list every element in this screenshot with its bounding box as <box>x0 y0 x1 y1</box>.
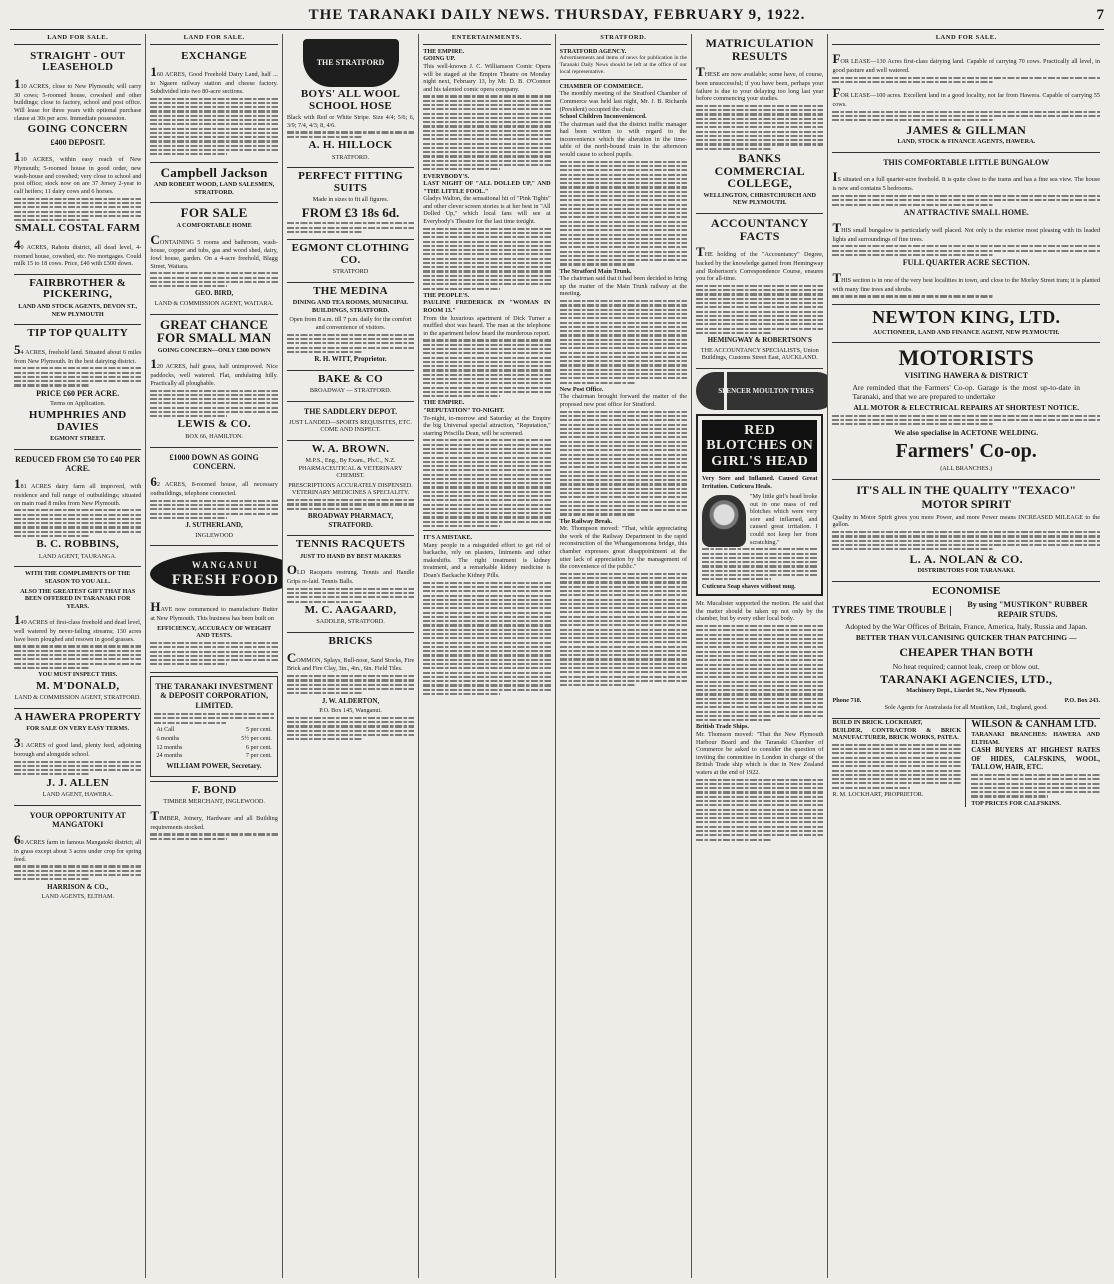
ad-subtitle: DISTRIBUTORS FOR TARANAKI. <box>917 567 1015 575</box>
ad-subtitle: LAND AGENT, HAWERA. <box>42 791 113 799</box>
ad-text: 181 ACRES dairy farm all improved, with residence and full range of outbuildings; situated on main road 8 miles from New Plymouth. <box>14 476 142 507</box>
ad-text: 110 ACRES, within easy reach of New Plymouth; 5-roomed house in good order, new wash-house and cowshed; very close to school and post office; stock now on are 37 Jersey 2-year to calf heifers; 11 dairy cows and 6 horses. <box>14 149 142 195</box>
ad-motorists <box>832 343 1100 479</box>
ad-title: IT'S ALL IN THE QUALITY "TEXACO" MOTOR SPIRIT <box>856 482 1077 512</box>
ad-signature: J. SUTHERLAND, <box>185 521 243 530</box>
bottom-split <box>832 719 1100 807</box>
ad-title: GOING CONCERN <box>27 123 128 136</box>
ad-title: THE MEDINA <box>313 284 388 297</box>
section-subheading: New Post Office. <box>559 385 604 393</box>
ad-title: FAIRBROTHER & PICKERING, <box>29 276 127 301</box>
section-subheading: The Railway Break. <box>559 517 613 525</box>
ad-title: CHEAPER THAN BOTH <box>899 644 1034 659</box>
ad-mangatoki <box>14 806 141 907</box>
ad-footer: Cuticura Soap shaves without mug. <box>702 582 796 590</box>
ad-text: OLD Racquets restrung. Tennis and Handle Grips re-laid. Tennis Balls. <box>286 562 415 586</box>
section-heading: IT'S A MISTAKE. <box>423 534 473 542</box>
ad-subtitle: LAND AGENT, TAURANGA. <box>38 552 117 560</box>
ad-subtitle: P.O. Box 145, Wanganui. <box>319 707 382 715</box>
ad-text: JUST LANDED—SPORTS REQUISITES, ETC. COME AND INSPECT. <box>289 418 412 434</box>
ad-subtitle: AUCTIONEER, LAND AND FINANCE AGENT, NEW PLYMOUTH. <box>873 328 1060 336</box>
ad-text: Made in sizes to fit all figures. <box>312 196 389 204</box>
ad-subtitle: BROADWAY — STRATFORD. <box>309 387 392 395</box>
ad-subtitle: A COMFORTABLE HOME <box>176 221 252 229</box>
column-heading: LAND FOR SALE. <box>832 34 1100 45</box>
ad-signature: BROADWAY PHARMACY, STRATFORD. <box>307 512 394 529</box>
ad-text: TIMBER, Joinery, Hardware and all Building requirements stocked. <box>150 807 278 831</box>
ad-text: Quality in Motor Spirit gives you more Power, and more Power means INCREASED MILEAGE to the gallon. <box>832 513 1100 529</box>
ad-subtitle: THE ACCOUNTANCY SPECIALISTS, Union Buildings, Customs Street East, AUCKLAND. <box>700 346 819 362</box>
tyres-box <box>832 600 1100 622</box>
ad-subtitle: LAND & COMMISSION AGENT, STRATFORD. <box>14 694 141 702</box>
ad-title: L. A. NOLAN & CO. <box>909 551 1023 566</box>
ad-subtitle: Very Sore and Inflamed. Caused Great Irritation. Cuticura Heals. <box>702 475 818 490</box>
column-7 <box>828 34 1104 1278</box>
ad-mustikon <box>832 582 1100 719</box>
article-text: Mr. Thomson moved: "That the New Plymouth Harbour Board and the Taranaki Chamber of Commerce be asked to consider the question of inviting the committee in London in charge of the British Trade ship which is due in New Zealand waters at the end of 1922. <box>696 731 824 776</box>
ad-subtitle: WITH THE COMPLIMENTS OF THE SEASON TO YOU ALL. <box>24 570 131 585</box>
ad-title: EGMONT CLOTHING CO. <box>291 242 410 266</box>
section-subheading: "REPUTATION" TO-NIGHT. <box>423 406 505 414</box>
section-subheading: The Stratford Main Trunk. <box>559 267 632 275</box>
ad-text: THESE are now available; some have, of course, been unsuccessful; if you have been, perhaps your failure is due to your delaying too long last year before commencing your studies. <box>696 64 824 103</box>
ad-text: 149 ACRES of first-class freehold and dead level, well watered by never-failing streams; 130 acres have been ploughed and resown in good grasses. <box>14 612 142 643</box>
ad-subtitle: THE SADDLERY DEPOT. <box>303 406 398 416</box>
ad-fresh-food <box>150 546 277 672</box>
ad-text: THE holding of the "Accountancy" Degree, backed by the knowledge gained from Hemingway and Robertson's Correspondence Course, ensures you for all-time. <box>696 244 824 283</box>
section-subheading: School Children Inconvenienced. <box>559 113 647 121</box>
ad-tip-top <box>14 325 141 450</box>
article-text: The chairman said that the district traffic manager had been written to with regard to the inconvenience which the alteration in the time-table of the north-bound train in the afternoon would cause to school pupils. <box>559 120 688 158</box>
fresh-food-logo: WANGANUI FRESH FOOD <box>150 552 282 596</box>
ad-wilson-canham <box>971 719 1100 807</box>
section-subheading: LAST NIGHT OF "ALL DOLLED UP," AND "THE LITTLE FOOL." <box>423 180 551 195</box>
tyres-letters: TYRES TIME TROUBLE <box>832 606 951 617</box>
section-heading: EVERYBODY'S. <box>423 172 470 180</box>
ad-campbell-jackson <box>150 163 277 204</box>
ad-title: JAMES & GILLMAN <box>906 122 1027 137</box>
ad-title: Campbell Jackson <box>160 164 268 180</box>
ad-text: 110 ACRES, close to New Plymouth; will carry 30 cows; 5-roomed house, cowshed and other buildings; close to factory, school and post office. Will lease for three years with optional purchase clause at 30s per acre. Immediate possession. <box>14 76 142 122</box>
section-heading: THE PEOPLE'S. <box>423 291 470 299</box>
ad-accountancy <box>696 214 823 369</box>
ad-subtitle: We also specialise in ACETONE WELDING. <box>894 427 1039 437</box>
contact-row: Phone 718. P.O. Box 243. <box>832 696 1100 704</box>
section-subheading: British Trade Ships. <box>696 723 749 731</box>
ad-title: TENNIS RACQUETS <box>295 538 406 551</box>
column-2 <box>146 34 282 1278</box>
article-text: The chairman said that it had been decided to bring up the matter of the Main Trunk railway at the meeting. <box>559 275 688 298</box>
ad-subtitle: THIS COMFORTABLE LITTLE BUNGALOW <box>883 157 1050 167</box>
ad-text: IS situated on a full quarter-acre freehold. It is quite close to the trams and has a fine sea view. The house is new and contains 5 bedrooms. <box>832 169 1100 193</box>
column-heading: ENTERTAINMENTS. <box>423 34 550 45</box>
columns <box>10 34 1104 1278</box>
ad-text: THIS small bungalow is particularly well placed. Not only is the exterior most pleasing with its leaded lights and surroundings of fine trees. <box>832 219 1100 243</box>
ad-title: SMALL COSTAL FARM <box>15 222 141 235</box>
ad-text: 40 ACRES, Rahotu district, all dead level, 4-roomed house, cowshed, etc. No mortgages. Could milk 15 to 18 cows. Price, £40 with £300 down. <box>14 236 142 268</box>
ad-lockhart <box>832 719 966 807</box>
ad-subtitle: YOU MUST INSPECT THIS. <box>38 671 118 679</box>
ad-for-sale <box>150 203 277 314</box>
tyre-advert-image: SPENCER MOULTON TYRES <box>696 372 828 410</box>
ad-title: BRICKS <box>328 635 373 648</box>
column-3 <box>283 34 419 1278</box>
ad-text: 60 ACRES farm in famous Mangatoki district; all in grass except about 3 acres under crop for spring feed. <box>14 832 142 863</box>
ad-subtitle: BETTER THAN VULCANISING QUICKER THAN PATCHING — <box>855 632 1077 642</box>
ad-subtitle: REDUCED FROM £50 TO £40 PER ACRE. <box>15 454 141 474</box>
stratford-logo: THE STRATFORD <box>303 39 399 87</box>
column-6 <box>692 34 828 1278</box>
ad-text: CONTAINING 5 rooms and bathroom, wash-house, copper and tubs, gas and wood shed, dairy, fowl house, garden. On a 4-acre freehold, Blagg Street, Waitara. <box>150 231 278 270</box>
ad-text: Adopted by the War Offices of Britain, France, America, Italy, Russia and Japan. <box>844 621 1088 631</box>
ad-straight-out <box>14 48 141 275</box>
ad-brown <box>287 441 414 536</box>
ad-lease <box>832 48 1100 153</box>
ad-tennis <box>287 536 414 633</box>
ad-text: FOR LEASE—100 acres. Excellent land in a good locality, not far from Hawera. Capable of carrying 55 cows. <box>832 85 1100 108</box>
ad-subtitle: JUST TO HAND BY BEST MAKERS <box>300 552 401 560</box>
ad-subtitle: TOP PRICES FOR CALFSKINS. <box>971 799 1061 807</box>
ad-signature: GEO. BIRD, <box>194 289 234 298</box>
ad-signature: R. H. WITT, Proprietor. <box>314 355 387 364</box>
ad-subtitle: £400 DEPOSIT. <box>50 137 105 147</box>
ad-title: GREAT CHANCE FOR SMALL MAN <box>156 316 272 346</box>
ad-newton-king <box>832 305 1100 343</box>
article-text: This well-known J. C. Williamson Comic Opera will be staged at the Empire Theatre on Monday night next, February 13, by Mr. D. B. O'Connor and his talented comic opera company. <box>423 63 551 93</box>
ad-subtitle: YOUR OPPORTUNITY AT MANGATOKI <box>29 810 126 830</box>
ad-title: BANKS COMMERCIAL COLLEGE, <box>714 151 805 191</box>
ad-subtitle: DINING AND TEA ROOMS, MUNICIPAL BUILDINGS, STRATFORD. <box>292 299 409 314</box>
ad-subtitle: ALL MOTOR & ELECTRICAL REPAIRS AT SHORTEST NOTICE. <box>853 403 1080 413</box>
section-subheading: STRATFORD AGENCY. <box>559 47 627 55</box>
ad-compliments <box>14 567 141 708</box>
ad-title: WILSON & CANHAM LTD. <box>971 718 1097 730</box>
column-4 <box>419 34 555 1278</box>
ad-text: Open from 8 a.m. till 7 p.m. daily for the comfort and convenience of visitors. <box>289 316 412 331</box>
ad-subtitle: LAND, STOCK & FINANCE AGENTS, HAWERA. <box>897 138 1036 146</box>
ad-title: STRAIGHT - OUT LEASEHOLD <box>30 49 126 74</box>
ad-subtitle: EGMONT STREET. <box>50 435 106 443</box>
section-heading: THE EMPIRE. <box>423 47 465 55</box>
ad-text: Black with Red or White Stripe. Size 4/4; 5/6; 6, 3/9; 7/4, 4/3; 8, 4/6. <box>286 114 415 129</box>
girl-portrait-image <box>702 495 746 547</box>
section-heading: THE EMPIRE. <box>423 399 465 407</box>
section-heading: CHAMBER OF COMMERCE. <box>559 82 644 90</box>
table-row: 12 months 6 per cent. <box>156 743 272 751</box>
column-heading: LAND FOR SALE. <box>150 34 277 45</box>
ad-egmont-clothing <box>287 240 414 283</box>
column-5 <box>556 34 692 1278</box>
ad-title: F. BOND <box>191 783 237 796</box>
ad-fairbrother <box>14 275 141 325</box>
ad-subtitle: GOING CONCERN—ONLY £300 DOWN <box>157 346 271 354</box>
ad-title: A. H. HILLOCK <box>308 138 393 151</box>
ad-signature: HEMINGWAY & ROBERTSON'S <box>707 336 812 345</box>
ad-title: W. A. BROWN. <box>311 442 390 455</box>
ad-subtitle: EFFICIENCY, ACCURACY OF WEIGHT AND TESTS. <box>157 624 272 640</box>
rates-table <box>154 726 273 760</box>
ad-text: HAVE now commenced to manufacture Butter at New Plymouth. This business has been built on <box>150 599 278 623</box>
ad-text: 160 ACRES, Good Freehold Dairy Land, half ... to Ngaere railway station and cheese factory. Subdivided into two 80-acre sections. <box>150 64 278 95</box>
ad-text: COMMON, Splays, Bull-nose, Sand Stocks, Fire Brick and Fire Clay, 3in., 4in., 6in. Field Tiles. <box>286 649 415 673</box>
ad-matriculation <box>696 34 823 214</box>
ad-subtitle: FOR SALE ON VERY EASY TERMS. <box>26 725 130 733</box>
ad-title: BOYS' ALL WOOL SCHOOL HOSE <box>300 88 401 112</box>
ad-title: B. C. ROBBINS, <box>36 538 120 551</box>
ad-title: EXCHANGE <box>181 49 248 62</box>
ad-perfect-suits <box>287 168 414 240</box>
ad-title: BUILD IN BRICK. LOCKHART, <box>832 718 923 726</box>
ad-concern <box>150 448 277 547</box>
article-text: The chairman brought forward the matter of the proposed new post office for Stratford. <box>559 393 688 408</box>
article-text: From the luxurious apartment of Dick Turner a muffled shot was heard. The man at the telephone in the apartment below heard the murderous report. <box>423 314 551 337</box>
ad-subtitle: AN ATTRACTIVE SMALL HOME. <box>903 207 1029 217</box>
ad-text: Sole Agents for Australasia for all Mustikon, Ltd., England, good. <box>884 704 1048 712</box>
ad-subtitle: ALSO THE GREATEST GIFT THAT HAS BEEN OFFERED IN TARANAKI FOR YEARS. <box>20 587 136 610</box>
ad-price: PRICE £60 PER ACRE. <box>36 388 120 398</box>
investment-box <box>150 676 277 777</box>
ad-subtitle: CASH BUYERS AT HIGHEST RATES OF HIDES, CALFSKINS, WOOL, TALLOW, HAIR, ETC. <box>971 746 1100 772</box>
ad-text: 54 ACRES, freehold land. Situated about 6 miles from New Plymouth. In the best dairying district. <box>14 341 142 365</box>
ad-signature: J. W. ALDERTON, <box>321 696 380 705</box>
page-number: 7 <box>1096 7 1104 23</box>
ad-bond <box>150 782 277 846</box>
ad-signature: R. M. LOCKHART, PROPRIETOR. <box>832 790 924 798</box>
ad-bungalow <box>832 153 1100 305</box>
ad-title: RED BLOTCHES ON GIRL'S HEAD <box>702 420 817 472</box>
ad-title: TARANAKI AGENCIES, LTD., <box>880 671 1053 686</box>
ad-subtitle: FULL QUARTER ACRE SECTION. <box>902 258 1030 268</box>
table-row: 24 months 7 per cent. <box>156 752 272 760</box>
ad-subtitle: M.P.S., Eng., By Exam., Ph.C., N.Z. PHARMACEUTICAL & VETERINARY CHEMIST. <box>298 457 403 480</box>
ad-text: No heat required; cannot leak, creep or blow out. <box>892 661 1040 671</box>
ad-subtitle: LAND & COMMISSION AGENT, WAITARA. <box>154 299 274 307</box>
ad-bake <box>287 371 414 402</box>
ad-title: M. C. AAGAARD, <box>304 603 397 616</box>
ad-exchange <box>150 48 277 163</box>
ad-title: FOR SALE <box>180 205 248 221</box>
ad-subtitle: WELLINGTON, CHRISTCHURCH AND NEW PLYMOUTH. <box>703 191 816 207</box>
ad-cuticura <box>696 414 823 596</box>
article-text: To-night, to-morrow and Saturday at the Empire the big Universal special attraction, "Reputation," starring Priscilla Dean, will be screened. <box>423 414 551 437</box>
column-heading: LAND FOR SALE. <box>14 34 141 45</box>
ad-subtitle: THE TARANAKI INVESTMENT & DEPOSIT CORPORATION, LIMITED. <box>155 681 273 711</box>
ad-text: FOR LEASE—130 Acres first-class dairying land. Capable of carrying 70 cows. Practically all level, in good pasture and well watered. <box>832 50 1100 74</box>
ad-subtitle: LAND AGENTS, ELTHAM. <box>41 893 115 901</box>
ad-great-chance <box>150 315 277 448</box>
ad-terms: Terms on Application. <box>50 400 106 408</box>
ad-text: PRESCRIPTIONS ACCURATELY DISPENSED. VETERINARY MEDICINES A SPECIALITY. <box>288 481 413 497</box>
ad-subtitle: £1000 DOWN AS GOING CONCERN. <box>169 452 259 472</box>
section-subheading: PAULINE FREDERICK IN "WOMAN IN ROOM 13." <box>423 299 551 315</box>
article-text: Many people in a misguided effort to get rid of backache, rely on plasters, liniments and other makeshifts. The right treatment is kidney treatment, and a remarkable kidney medicine is Doan's Backache Kidney Pills. <box>423 541 551 579</box>
ad-subtitle: BUILDER, CONTRACTOR & BRICK MANUFACTURER, BRICK WORKS, PATEA. <box>832 726 962 742</box>
ad-title: ACCOUNTANCY FACTS <box>710 215 809 243</box>
ad-title: TIP TOP QUALITY <box>27 327 129 340</box>
table-row: At Call 5 per cent. <box>156 726 272 734</box>
ad-subtitle: BOX 66, HAMILTON. <box>185 433 243 441</box>
ad-text: 120 ACRES, half grass, half unimproved. Nice paddocks, well watered. Flat, undulating hilly. Practically all ploughable. <box>150 356 278 387</box>
ad-text: "My little girl's head broke out in one mass of red blotches which were very sore and inflamed, and caused great irritation. I could not keep her from scratching." <box>750 493 818 546</box>
ad-subtitle: VISITING HAWERA & DISTRICT <box>904 371 1029 381</box>
article-text: Mr. Mucalister supported the motion. He said that the matter should be taken up not only by the chamber, but by every other local body. <box>696 600 824 623</box>
article-text: Gladys Walton, the sensational hit of "Pink Tights" and other clever screen stories is at her best in "All Dolled Up," which local fans will see at Everybody's Theatre for the last time tonight. <box>423 195 551 225</box>
ad-subtitle: STRATFORD <box>332 268 369 276</box>
masthead-title: THE TARANAKI DAILY NEWS. THURSDAY, FEBRUARY 9, 1922. <box>308 7 806 23</box>
ad-subtitle: Machinery Dept., Liardet St., New Plymouth. <box>906 687 1027 695</box>
ad-texaco <box>832 480 1100 582</box>
ad-title: HUMPHRIES AND DAVIES <box>28 409 127 433</box>
ad-text: 31 ACRES of good land, plenty feed, adjoining borough and alongside school. <box>14 734 142 758</box>
ad-subtitle: TIMBER MERCHANT, INGLEWOOD. <box>163 798 265 806</box>
ad-bricks <box>287 633 414 747</box>
ad-reduced <box>14 450 141 568</box>
ad-title: PERFECT FITTING SUITS <box>298 170 403 194</box>
ad-title: LEWIS & CO. <box>177 418 251 431</box>
column-heading: STRATFORD. <box>560 34 687 45</box>
ad-price: FROM £3 18s 6d. <box>301 204 400 220</box>
ad-saddlery <box>287 402 414 441</box>
ad-signature: WILLIAM POWER, Secretary. <box>166 762 262 771</box>
ad-text: THIS section is in one of the very best localities in town, and close to the Morley Street tram; it is planted with many fine trees and shrubs. <box>832 269 1100 293</box>
ad-medina <box>287 283 414 371</box>
ad-subtitle: AND ROBERT WOOD, LAND SALESMEN, STRATFORD. <box>153 181 275 196</box>
ad-signature: HARRISON & CO., <box>47 882 109 891</box>
ad-subtitle: LAND AND STOCK AGENTS, DEVON ST., NEW PLYMOUTH <box>18 303 138 318</box>
ad-text: Are reminded that the Farmers' Co-op. Garage is the most up-to-date in Taranaki, and that we are prepared to undertake <box>852 383 1080 402</box>
ad-text: 62 ACRES, 8-roomed house, all necessary outbuildings, telephone connected. <box>150 474 278 497</box>
ad-subtitle: INGLEWOOD <box>195 531 234 539</box>
section-subheading: GOING UP. <box>423 55 456 63</box>
ad-hawera <box>14 709 141 806</box>
article-text: The monthly meeting of the Stratford Chamber of Commerce was held last night, Mr. J. B. Richards (President) occupied the chair. <box>559 90 688 113</box>
ad-title: MOTORISTS <box>898 345 1034 371</box>
article-text: Mr. Thompson moved: "That, while appreciating the work of the Railway Department in the rapid reconstruction of the Whangamomona bridge, this chamber expresses great disappointment at the utter lack of appreciation by the management of the convenience of the public." <box>559 525 688 571</box>
ad-subtitle: SADDLER, STRATFORD. <box>316 618 385 626</box>
ad-subtitle: (ALL BRANCHES.) <box>940 465 993 473</box>
ad-title: BAKE & CO <box>317 372 384 385</box>
table-row: 6 months 5½ per cent. <box>156 734 272 742</box>
ad-boys-hose <box>287 34 414 168</box>
ad-title: ECONOMISE <box>931 584 1001 597</box>
ad-title: J. J. ALLEN <box>46 776 109 789</box>
ad-subtitle: STRATFORD. <box>332 153 369 161</box>
ad-title: NEWTON KING, LTD. <box>872 306 1061 327</box>
ad-title: M. M'DONALD, <box>36 679 120 692</box>
ad-subtitle: TARANAKI BRANCHES: HAWERA AND ELTHAM. <box>971 731 1100 746</box>
article-text: Advertisements and items of news for publication in the Taranaki Daily News should be left at the office of our local representative. <box>559 55 688 76</box>
ad-investment <box>150 673 277 782</box>
ad-subtitle: By using "MUSTIKON" RUBBER REPAIR STUDS. <box>967 600 1088 619</box>
column-1 <box>10 34 146 1278</box>
ad-title: Farmers' Co-op. <box>895 439 1037 462</box>
ad-title: A HAWERA PROPERTY <box>14 710 142 723</box>
ad-title: MATRICULATION RESULTS <box>705 36 814 63</box>
masthead <box>10 6 1104 30</box>
